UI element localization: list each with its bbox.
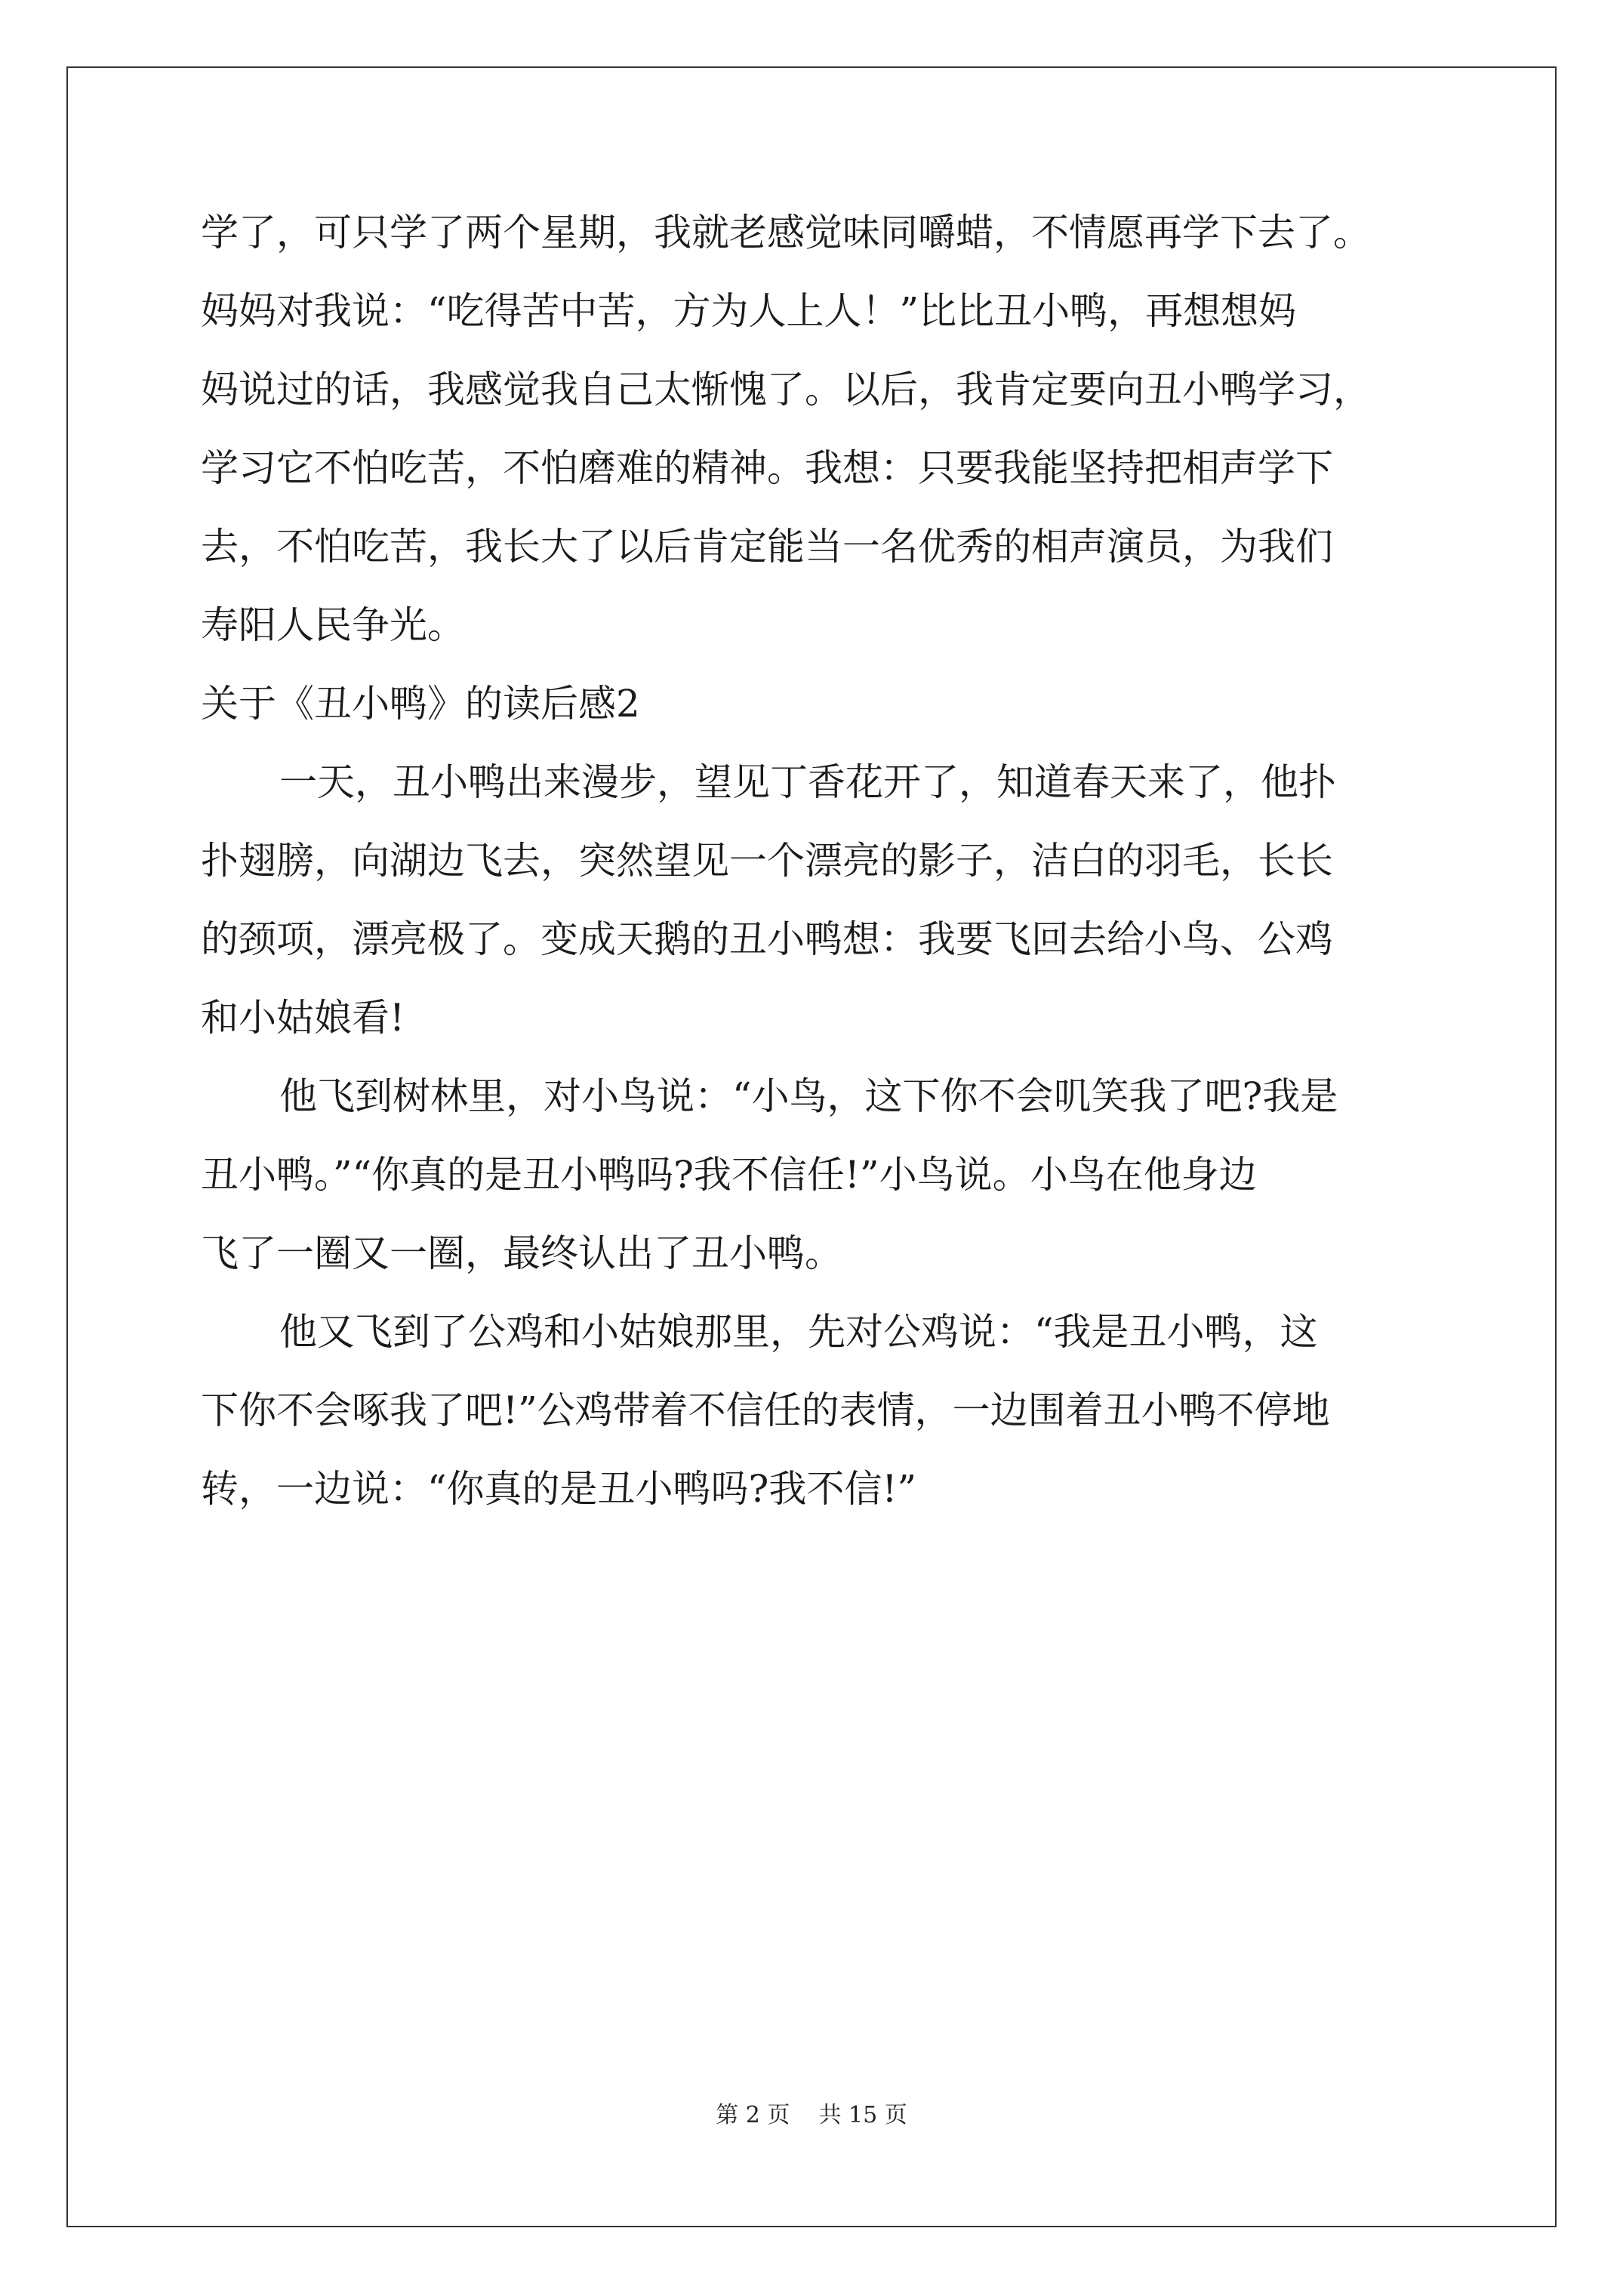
section-heading: 关于《丑小鸭》的读后感2 [201,682,640,726]
text-line: 的颈项，漂亮极了。变成天鹅的丑小鸭想：我要飞回去给小鸟、公鸡 [201,917,1333,961]
text-line: 丑小鸭。”“你真的是丑小鸭吗?我不信任!”小鸟说。小鸟在他身边 [201,1153,1257,1197]
page-number-footer: 第 2 页 共 15 页 [716,2102,907,2128]
text-line: 学习它不怕吃苦，不怕磨难的精神。我想：只要我能坚持把相声学下 [201,446,1333,490]
text-line: 他飞到树林里，对小鸟说：“小鸟，这下你不会叽笑我了吧?我是 [279,1074,1338,1118]
text-line: 妈说过的话，我感觉我自己太惭愧了。以后，我肯定要向丑小鸭学习， [201,368,1371,411]
text-line: 扑翅膀，向湖边飞去，突然望见一个漂亮的影子，洁白的羽毛，长长 [201,839,1333,883]
text-line: 去，不怕吃苦，我长大了以后肯定能当一名优秀的相声演员，为我们 [201,525,1333,569]
text-line: 学了，可只学了两个星期，我就老感觉味同嚼蜡，不情愿再学下去了。 [201,211,1371,254]
document-body [201,193,1439,1528]
text-line: 寿阳人民争光。 [201,603,465,647]
text-line: 飞了一圈又一圈，最终认出了丑小鸭。 [201,1231,842,1275]
text-line: 和小姑娘看! [201,996,405,1040]
text-line: 妈妈对我说：“吃得苦中苦，方为人上人！”比比丑小鸭，再想想妈 [201,289,1297,333]
text-line: 一天，丑小鸭出来漫步，望见丁香花开了，知道春天来了，他扑 [279,760,1336,804]
text-line: 转，一边说：“你真的是丑小鸭吗?我不信!” [201,1467,917,1511]
text-line: 下你不会啄我了吧!”公鸡带着不信任的表情，一边围着丑小鸭不停地 [201,1388,1330,1432]
text-line: 他又飞到了公鸡和小姑娘那里，先对公鸡说：“我是丑小鸭，这 [279,1310,1318,1354]
